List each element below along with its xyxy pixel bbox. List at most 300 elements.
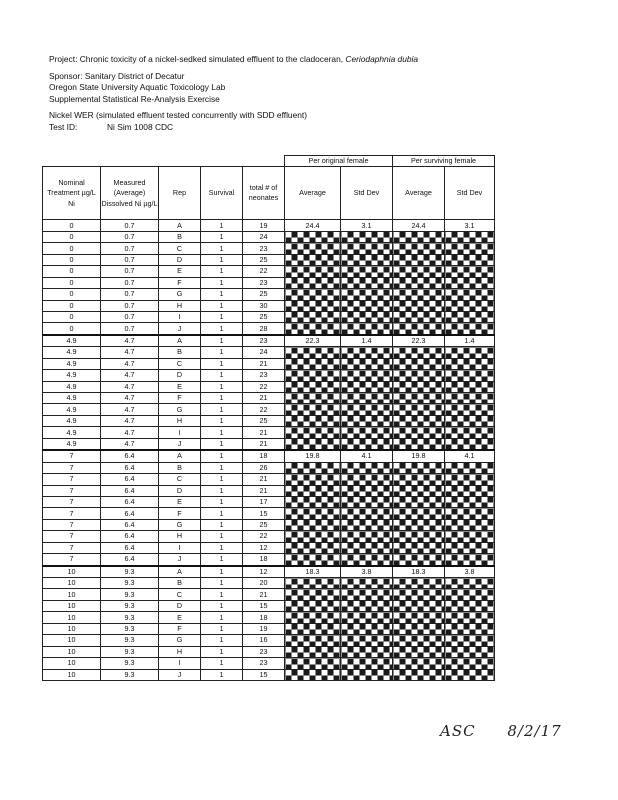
survival-cell: 1 <box>201 658 243 669</box>
ps-stddev-cell: 3.8 <box>445 566 495 578</box>
survival-cell: 1 <box>201 358 243 369</box>
ps-stddev-cell: 1.4 <box>445 335 495 347</box>
rep-cell: C <box>159 358 201 369</box>
table-row <box>43 589 495 600</box>
project-line <box>49 54 579 66</box>
measured-cell: 4.7 <box>101 404 159 415</box>
measured-cell: 6.4 <box>101 554 159 566</box>
nominal-cell: 0 <box>43 300 101 311</box>
measured-cell: 0.7 <box>101 300 159 311</box>
ps-average-header: Average <box>393 167 445 220</box>
redacted-cell <box>445 393 495 404</box>
survival-cell: 1 <box>201 462 243 473</box>
survival-cell: 1 <box>201 404 243 415</box>
rep-cell: I <box>159 427 201 438</box>
survival-cell: 1 <box>201 381 243 392</box>
table-row <box>43 623 495 634</box>
neonates-cell: 21 <box>243 474 285 485</box>
survival-cell: 1 <box>201 300 243 311</box>
table-row <box>43 519 495 530</box>
nominal-cell: 7 <box>43 474 101 485</box>
survival-cell: 1 <box>201 635 243 646</box>
neonates-header: total # of neonates <box>243 167 285 220</box>
redacted-cell <box>445 542 495 553</box>
survival-cell: 1 <box>201 254 243 265</box>
ps-stddev-cell: 3.1 <box>445 220 495 231</box>
redacted-cell <box>285 669 341 680</box>
redacted-cell <box>341 393 393 404</box>
redacted-cell <box>285 589 341 600</box>
neonates-cell: 23 <box>243 658 285 669</box>
redacted-cell <box>285 427 341 438</box>
rep-cell: I <box>159 658 201 669</box>
measured-cell: 4.7 <box>101 427 159 438</box>
table-row <box>43 531 495 542</box>
survival-cell: 1 <box>201 323 243 335</box>
measured-cell: 0.7 <box>101 254 159 265</box>
neonates-cell: 22 <box>243 266 285 277</box>
nominal-cell: 0 <box>43 323 101 335</box>
survival-cell: 1 <box>201 415 243 426</box>
measured-cell: 4.7 <box>101 335 159 347</box>
measured-cell: 9.3 <box>101 600 159 611</box>
redacted-cell <box>445 323 495 335</box>
redacted-cell <box>341 231 393 242</box>
neonates-cell: 21 <box>243 485 285 496</box>
redacted-cell <box>393 635 445 646</box>
measured-cell: 6.4 <box>101 474 159 485</box>
redacted-cell <box>285 254 341 265</box>
table-row <box>43 289 495 300</box>
rep-cell: J <box>159 323 201 335</box>
redacted-cell <box>393 415 445 426</box>
survival-cell: 1 <box>201 531 243 542</box>
redacted-cell <box>393 508 445 519</box>
survival-cell: 1 <box>201 474 243 485</box>
po-average-cell: 22.3 <box>285 335 341 347</box>
neonates-cell: 12 <box>243 542 285 553</box>
survival-cell: 1 <box>201 450 243 462</box>
survival-header: Survival <box>201 167 243 220</box>
redacted-cell <box>445 635 495 646</box>
measured-cell: 9.3 <box>101 635 159 646</box>
nominal-cell: 4.9 <box>43 358 101 369</box>
redacted-cell <box>341 474 393 485</box>
rep-cell: E <box>159 612 201 623</box>
nominal-cell: 7 <box>43 496 101 507</box>
survival-cell: 1 <box>201 277 243 288</box>
rep-cell: B <box>159 578 201 589</box>
redacted-cell <box>341 300 393 311</box>
redacted-cell <box>341 277 393 288</box>
measured-cell: 9.3 <box>101 578 159 589</box>
rep-cell: G <box>159 404 201 415</box>
redacted-cell <box>285 231 341 242</box>
redacted-cell <box>393 311 445 322</box>
table-row <box>43 381 495 392</box>
redacted-cell <box>285 462 341 473</box>
rep-cell: J <box>159 438 201 450</box>
redacted-cell <box>445 370 495 381</box>
redacted-cell <box>393 612 445 623</box>
survival-cell: 1 <box>201 427 243 438</box>
neonates-cell: 30 <box>243 300 285 311</box>
redacted-cell <box>445 243 495 254</box>
measured-cell: 6.4 <box>101 496 159 507</box>
survival-cell: 1 <box>201 311 243 322</box>
po-stddev-header: Std Dev <box>341 167 393 220</box>
rep-cell: F <box>159 277 201 288</box>
redacted-cell <box>285 300 341 311</box>
nominal-cell: 10 <box>43 600 101 611</box>
measured-cell: 9.3 <box>101 566 159 578</box>
measured-cell: 9.3 <box>101 658 159 669</box>
redacted-cell <box>445 519 495 530</box>
table-row <box>43 277 495 288</box>
redacted-cell <box>285 415 341 426</box>
rep-cell: G <box>159 289 201 300</box>
survival-cell: 1 <box>201 231 243 242</box>
nominal-cell: 0 <box>43 243 101 254</box>
redacted-cell <box>285 243 341 254</box>
redacted-cell <box>393 589 445 600</box>
table-row <box>43 404 495 415</box>
measured-cell: 4.7 <box>101 381 159 392</box>
redacted-cell <box>341 496 393 507</box>
rep-cell: H <box>159 300 201 311</box>
data-table <box>42 155 495 681</box>
table-row <box>43 612 495 623</box>
redacted-cell <box>393 531 445 542</box>
nominal-cell: 4.9 <box>43 404 101 415</box>
redacted-cell <box>393 658 445 669</box>
ps-average-cell: 18.3 <box>393 566 445 578</box>
test-id-line <box>49 122 579 134</box>
rep-header: Rep <box>159 167 201 220</box>
nominal-cell: 7 <box>43 485 101 496</box>
redacted-cell <box>393 289 445 300</box>
table-row <box>43 450 495 462</box>
table-row <box>43 335 495 347</box>
nominal-cell: 10 <box>43 635 101 646</box>
po-stddev-cell: 1.4 <box>341 335 393 347</box>
table-row <box>43 266 495 277</box>
neonates-cell: 23 <box>243 335 285 347</box>
po-average-cell: 19.8 <box>285 450 341 462</box>
nominal-cell: 0 <box>43 311 101 322</box>
redacted-cell <box>445 612 495 623</box>
redacted-cell <box>285 600 341 611</box>
table-row <box>43 220 495 231</box>
rep-cell: A <box>159 566 201 578</box>
rep-cell: G <box>159 519 201 530</box>
neonates-cell: 15 <box>243 508 285 519</box>
redacted-cell <box>393 669 445 680</box>
redacted-cell <box>445 381 495 392</box>
redacted-cell <box>445 485 495 496</box>
po-average-header: Average <box>285 167 341 220</box>
redacted-cell <box>393 554 445 566</box>
nominal-cell: 10 <box>43 623 101 634</box>
survival-cell: 1 <box>201 623 243 634</box>
nominal-cell: 7 <box>43 531 101 542</box>
redacted-cell <box>393 404 445 415</box>
table-row <box>43 427 495 438</box>
nominal-cell: 4.9 <box>43 347 101 358</box>
rep-cell: B <box>159 347 201 358</box>
table-row <box>43 496 495 507</box>
nominal-cell: 0 <box>43 231 101 242</box>
redacted-cell <box>341 243 393 254</box>
rep-cell: D <box>159 254 201 265</box>
table-row <box>43 485 495 496</box>
project-species: Ceriodaphnia dubia <box>345 54 419 64</box>
survival-cell: 1 <box>201 646 243 657</box>
rep-cell: E <box>159 381 201 392</box>
nominal-cell: 4.9 <box>43 381 101 392</box>
project-text: Chronic toxicity of a nickel-sedked simulated effluent to the cladoceran, <box>79 54 344 64</box>
redacted-cell <box>393 542 445 553</box>
neonates-cell: 24 <box>243 347 285 358</box>
redacted-cell <box>445 277 495 288</box>
table-row <box>43 554 495 566</box>
survival-cell: 1 <box>201 578 243 589</box>
redacted-cell <box>341 635 393 646</box>
redacted-cell <box>341 347 393 358</box>
po-stddev-cell: 4.1 <box>341 450 393 462</box>
measured-cell: 9.3 <box>101 646 159 657</box>
neonates-cell: 25 <box>243 311 285 322</box>
rep-cell: A <box>159 335 201 347</box>
redacted-cell <box>393 474 445 485</box>
table-row <box>43 231 495 242</box>
survival-cell: 1 <box>201 554 243 566</box>
survival-cell: 1 <box>201 542 243 553</box>
redacted-cell <box>445 508 495 519</box>
redacted-cell <box>285 485 341 496</box>
redacted-cell <box>285 347 341 358</box>
supplemental-line: Supplemental Statistical Re-Analysis Exercise <box>49 93 220 104</box>
lab-line: Oregon State University Aquatic Toxicology Lab <box>49 82 226 93</box>
rep-cell: C <box>159 243 201 254</box>
redacted-cell <box>393 519 445 530</box>
redacted-cell <box>445 358 495 369</box>
ps-stddev-cell: 4.1 <box>445 450 495 462</box>
redacted-cell <box>445 474 495 485</box>
nominal-cell: 10 <box>43 566 101 578</box>
rep-cell: D <box>159 600 201 611</box>
per-surviving-header: Per surviving female <box>393 156 495 167</box>
redacted-cell <box>341 438 393 450</box>
table-body <box>43 220 495 681</box>
neonates-cell: 21 <box>243 589 285 600</box>
table-row <box>43 243 495 254</box>
rep-cell: B <box>159 231 201 242</box>
redacted-cell <box>341 623 393 634</box>
nominal-cell: 0 <box>43 220 101 231</box>
signature <box>440 722 562 740</box>
neonates-cell: 21 <box>243 438 285 450</box>
nominal-cell: 0 <box>43 289 101 300</box>
table-row <box>43 474 495 485</box>
neonates-cell: 23 <box>243 370 285 381</box>
nominal-header: Nominal Treatment µg/L Ni <box>43 167 101 220</box>
redacted-cell <box>341 358 393 369</box>
redacted-cell <box>285 266 341 277</box>
redacted-cell <box>285 289 341 300</box>
rep-cell: E <box>159 496 201 507</box>
nominal-cell: 0 <box>43 254 101 265</box>
redacted-cell <box>445 531 495 542</box>
nominal-cell: 10 <box>43 658 101 669</box>
test-id-value: Ni Sim 1008 CDC <box>107 121 174 132</box>
table-row <box>43 508 495 519</box>
nominal-cell: 7 <box>43 450 101 462</box>
table-row <box>43 438 495 450</box>
neonates-cell: 18 <box>243 554 285 566</box>
redacted-cell <box>393 438 445 450</box>
neonates-cell: 21 <box>243 393 285 404</box>
redacted-cell <box>445 347 495 358</box>
rep-cell: I <box>159 311 201 322</box>
redacted-cell <box>285 508 341 519</box>
redacted-cell <box>393 485 445 496</box>
measured-cell: 9.3 <box>101 589 159 600</box>
nominal-cell: 7 <box>43 462 101 473</box>
rep-cell: I <box>159 542 201 553</box>
redacted-cell <box>393 462 445 473</box>
redacted-cell <box>393 300 445 311</box>
measured-cell: 0.7 <box>101 277 159 288</box>
redacted-cell <box>341 462 393 473</box>
redacted-cell <box>393 254 445 265</box>
measured-header: Measured (Average) Dissolved Ni µg/L <box>101 167 159 220</box>
table-row <box>43 462 495 473</box>
measured-cell: 0.7 <box>101 323 159 335</box>
redacted-cell <box>341 254 393 265</box>
rep-cell: G <box>159 635 201 646</box>
table-row <box>43 358 495 369</box>
neonates-cell: 28 <box>243 323 285 335</box>
survival-cell: 1 <box>201 243 243 254</box>
nominal-cell: 7 <box>43 554 101 566</box>
redacted-cell <box>285 554 341 566</box>
redacted-cell <box>445 289 495 300</box>
redacted-cell <box>445 496 495 507</box>
redacted-cell <box>285 323 341 335</box>
nominal-cell: 7 <box>43 519 101 530</box>
signature-initials: ASC <box>440 722 476 740</box>
redacted-cell <box>445 462 495 473</box>
redacted-cell <box>393 243 445 254</box>
rep-cell: D <box>159 370 201 381</box>
redacted-cell <box>393 358 445 369</box>
rep-cell: J <box>159 554 201 566</box>
table-row <box>43 323 495 335</box>
redacted-cell <box>341 612 393 623</box>
redacted-cell <box>341 531 393 542</box>
redacted-cell <box>393 600 445 611</box>
measured-cell: 0.7 <box>101 231 159 242</box>
neonates-cell: 17 <box>243 496 285 507</box>
table-row <box>43 393 495 404</box>
neonates-cell: 15 <box>243 600 285 611</box>
measured-cell: 6.4 <box>101 462 159 473</box>
redacted-cell <box>285 438 341 450</box>
nominal-cell: 0 <box>43 277 101 288</box>
nominal-cell: 10 <box>43 589 101 600</box>
nominal-cell: 4.9 <box>43 335 101 347</box>
measured-cell: 4.7 <box>101 358 159 369</box>
nominal-cell: 4.9 <box>43 370 101 381</box>
project-label: Project: <box>49 54 78 64</box>
neonates-cell: 25 <box>243 415 285 426</box>
neonates-cell: 23 <box>243 243 285 254</box>
po-average-cell: 24.4 <box>285 220 341 231</box>
redacted-cell <box>393 393 445 404</box>
po-stddev-cell: 3.8 <box>341 566 393 578</box>
redacted-cell <box>285 658 341 669</box>
ps-stddev-header: Std Dev <box>445 167 495 220</box>
neonates-cell: 25 <box>243 254 285 265</box>
nominal-cell: 10 <box>43 646 101 657</box>
measured-cell: 6.4 <box>101 542 159 553</box>
redacted-cell <box>285 404 341 415</box>
measured-cell: 4.7 <box>101 393 159 404</box>
survival-cell: 1 <box>201 519 243 530</box>
redacted-cell <box>393 578 445 589</box>
neonates-cell: 26 <box>243 462 285 473</box>
rep-cell: E <box>159 266 201 277</box>
measured-cell: 9.3 <box>101 623 159 634</box>
redacted-cell <box>341 554 393 566</box>
redacted-cell <box>445 438 495 450</box>
nominal-cell: 7 <box>43 542 101 553</box>
neonates-cell: 23 <box>243 646 285 657</box>
measured-cell: 6.4 <box>101 485 159 496</box>
redacted-cell <box>445 415 495 426</box>
redacted-cell <box>393 427 445 438</box>
rep-cell: A <box>159 220 201 231</box>
redacted-cell <box>341 658 393 669</box>
header-blank <box>43 156 285 167</box>
measured-cell: 6.4 <box>101 519 159 530</box>
measured-cell: 6.4 <box>101 531 159 542</box>
measured-cell: 9.3 <box>101 612 159 623</box>
survival-cell: 1 <box>201 485 243 496</box>
neonates-cell: 24 <box>243 231 285 242</box>
redacted-cell <box>285 519 341 530</box>
neonates-cell: 12 <box>243 566 285 578</box>
ps-average-cell: 24.4 <box>393 220 445 231</box>
table-row <box>43 578 495 589</box>
redacted-cell <box>285 612 341 623</box>
rep-cell: F <box>159 508 201 519</box>
ps-average-cell: 19.8 <box>393 450 445 462</box>
redacted-cell <box>341 485 393 496</box>
survival-cell: 1 <box>201 370 243 381</box>
redacted-cell <box>341 323 393 335</box>
redacted-cell <box>285 496 341 507</box>
measured-cell: 4.7 <box>101 370 159 381</box>
redacted-cell <box>393 646 445 657</box>
table-row <box>43 646 495 657</box>
redacted-cell <box>285 474 341 485</box>
redacted-cell <box>341 266 393 277</box>
nominal-cell: 10 <box>43 669 101 680</box>
document-header <box>49 54 579 134</box>
table-row <box>43 254 495 265</box>
